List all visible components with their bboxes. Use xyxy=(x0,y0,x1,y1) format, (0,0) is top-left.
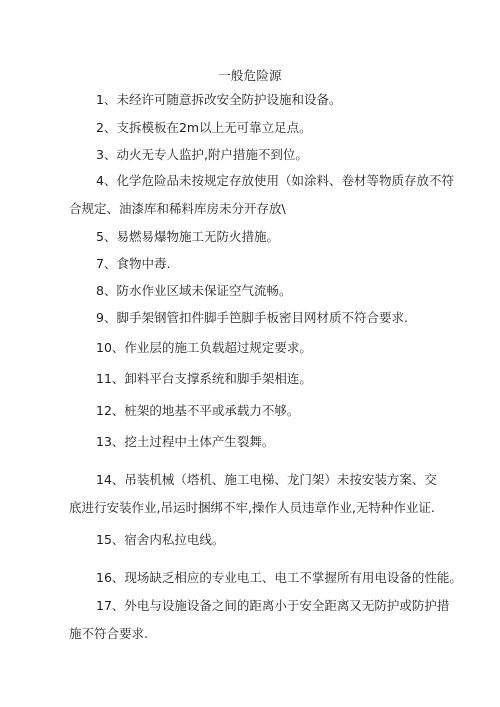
hazard-item-4-cont: 合规定、油漆库和稀料库房未分开存放\ xyxy=(69,201,286,216)
hazard-item-9: 9、脚手架钢管扣件脚手笆脚手板密目网材质不符合要求. xyxy=(96,310,408,325)
hazard-item-17-cont: 施不符合要求. xyxy=(69,626,148,641)
hazard-item-7: 7、食物中毒. xyxy=(96,256,171,271)
hazard-item-12: 12、桩架的地基不平或承载力不够。 xyxy=(96,403,300,418)
hazard-item-14-cont: 底进行安装作业,吊运时捆绑不牢,操作人员违章作业,无特种作业证. xyxy=(69,500,435,515)
hazard-item-5: 5、易燃易爆物施工无防火措施。 xyxy=(96,229,279,244)
hazard-item-4: 4、化学危险品未按规定存放使用（如涂料、卷材等物质存放不符 xyxy=(96,173,454,188)
hazard-item-11: 11、卸料平台支撑系统和脚手架相连。 xyxy=(96,371,312,386)
hazard-item-1: 1、未经许可随意拆改安全防护设施和设备。 xyxy=(96,92,342,107)
hazard-item-10: 10、作业层的施工负载超过规定要求。 xyxy=(96,340,312,355)
hazard-item-15: 15、宿舍内私拉电线。 xyxy=(96,532,225,547)
hazard-item-16: 16、现场缺乏相应的专业电工、电工不掌握所有用电设备的性能。 xyxy=(96,570,462,585)
hazard-item-3: 3、动火无专人监护,附户措施不到位。 xyxy=(96,147,308,162)
hazard-item-8: 8、防水作业区域未保证空气流畅。 xyxy=(96,283,292,298)
page-title: 一般危险源 xyxy=(218,68,282,83)
hazard-item-13: 13、挖土过程中土体产生裂舞。 xyxy=(96,434,275,449)
hazard-item-2: 2、支拆模板在2m以上无可靠立足点。 xyxy=(96,120,312,135)
hazard-item-17: 17、外电与设施设备之间的距离小于安全距离又无防护或防护措 xyxy=(96,598,450,613)
hazard-item-14: 14、吊装机械（塔机、施工电梯、龙门架）未按安装方案、交 xyxy=(96,472,437,487)
